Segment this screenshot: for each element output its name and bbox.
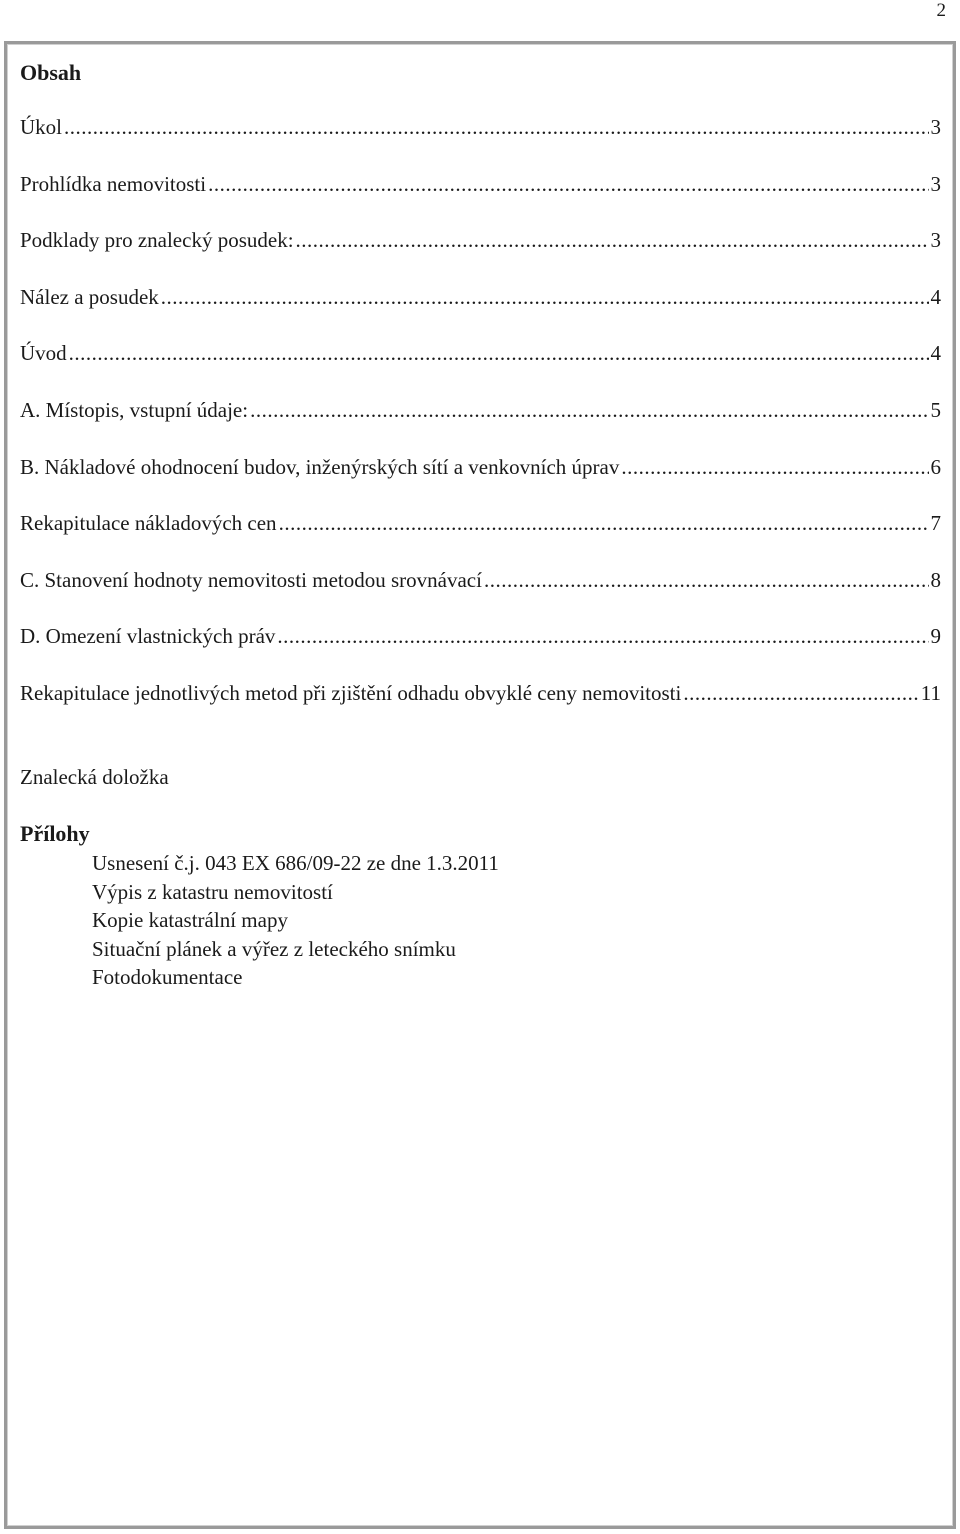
- toc-entry[interactable]: [20, 454, 941, 511]
- appendix-list: [92, 849, 499, 992]
- toc-dot-leader: [683, 680, 918, 706]
- appendix-item: Výpis z katastru nemovitostí: [92, 879, 333, 904]
- toc-entry-page: 9: [930, 624, 941, 649]
- toc-entry[interactable]: [20, 623, 941, 680]
- page-number: 2: [936, 0, 946, 21]
- toc-entry-page: 4: [930, 284, 941, 309]
- toc-entry-title: Rekapitulace jednotlivých metod při zjištění odhadu obvyklé ceny nemovitosti: [20, 680, 682, 705]
- toc-entry-page: 3: [930, 228, 941, 253]
- toc-entry[interactable]: [20, 510, 941, 567]
- toc-entry-title: D. Omezení vlastnických práv: [20, 624, 276, 649]
- toc-entry[interactable]: [20, 284, 941, 341]
- toc-dot-leader: [279, 510, 929, 536]
- toc-entry-title: Rekapitulace nákladových cen: [20, 511, 277, 536]
- toc-entry[interactable]: [20, 114, 941, 171]
- toc-dot-leader: [484, 567, 929, 593]
- toc-dot-leader: [64, 114, 929, 140]
- toc-dot-leader: [161, 284, 929, 310]
- toc-entry-page: 8: [930, 567, 941, 592]
- toc-entry-page: 6: [930, 454, 941, 479]
- toc-entry-title: B. Nákladové ohodnocení budov, inženýrských sítí a venkovních úprav: [20, 454, 620, 479]
- toc-entry[interactable]: [20, 680, 941, 737]
- expert-clause: Znalecká doložka: [20, 765, 169, 789]
- toc-entry-title: Prohlídka nemovitosti: [20, 171, 207, 196]
- toc-entry[interactable]: [20, 397, 941, 454]
- document-frame: [4, 41, 956, 1529]
- toc-dot-leader: [277, 623, 928, 649]
- toc-entry-title: C. Stanovení hodnoty nemovitosti metodou srovnávací: [20, 567, 482, 592]
- toc-entry[interactable]: [20, 340, 941, 397]
- toc-entry-title: Podklady pro znalecký posudek:: [20, 228, 294, 253]
- toc-dot-leader: [621, 454, 928, 480]
- toc-dot-leader: [69, 340, 929, 366]
- toc-entry-page: 5: [930, 397, 941, 422]
- toc-entry-page: 3: [930, 115, 941, 139]
- toc-entry[interactable]: [20, 567, 941, 624]
- toc-dot-leader: [208, 171, 928, 197]
- appendix-item: Kopie katastrální mapy: [92, 908, 288, 932]
- toc-entry[interactable]: [20, 227, 941, 284]
- toc-entry-title: Úvod: [20, 341, 67, 366]
- toc-heading: Obsah: [20, 60, 82, 85]
- toc-entry[interactable]: [20, 171, 941, 228]
- appendix-item: Usnesení č.j. 043 EX 686/09-22 ze dne 1.3.2011: [92, 851, 499, 875]
- toc-list: [20, 114, 941, 737]
- appendix-item: Situační plánek a výřez z leteckého snímku: [92, 936, 456, 961]
- appendix-item: Fotodokumentace: [92, 965, 243, 989]
- appendix-heading: Přílohy: [20, 821, 90, 846]
- toc-entry-title: A. Místopis, vstupní údaje:: [20, 397, 249, 422]
- toc-entry-page: 11: [920, 680, 941, 705]
- toc-entry-title: Úkol: [20, 115, 62, 139]
- toc-dot-leader: [296, 227, 929, 253]
- toc-entry-page: 7: [930, 511, 941, 536]
- toc-dot-leader: [250, 397, 928, 423]
- toc-entry-page: 4: [930, 341, 941, 366]
- toc-entry-title: Nález a posudek: [20, 284, 159, 309]
- toc-entry-page: 3: [930, 171, 941, 196]
